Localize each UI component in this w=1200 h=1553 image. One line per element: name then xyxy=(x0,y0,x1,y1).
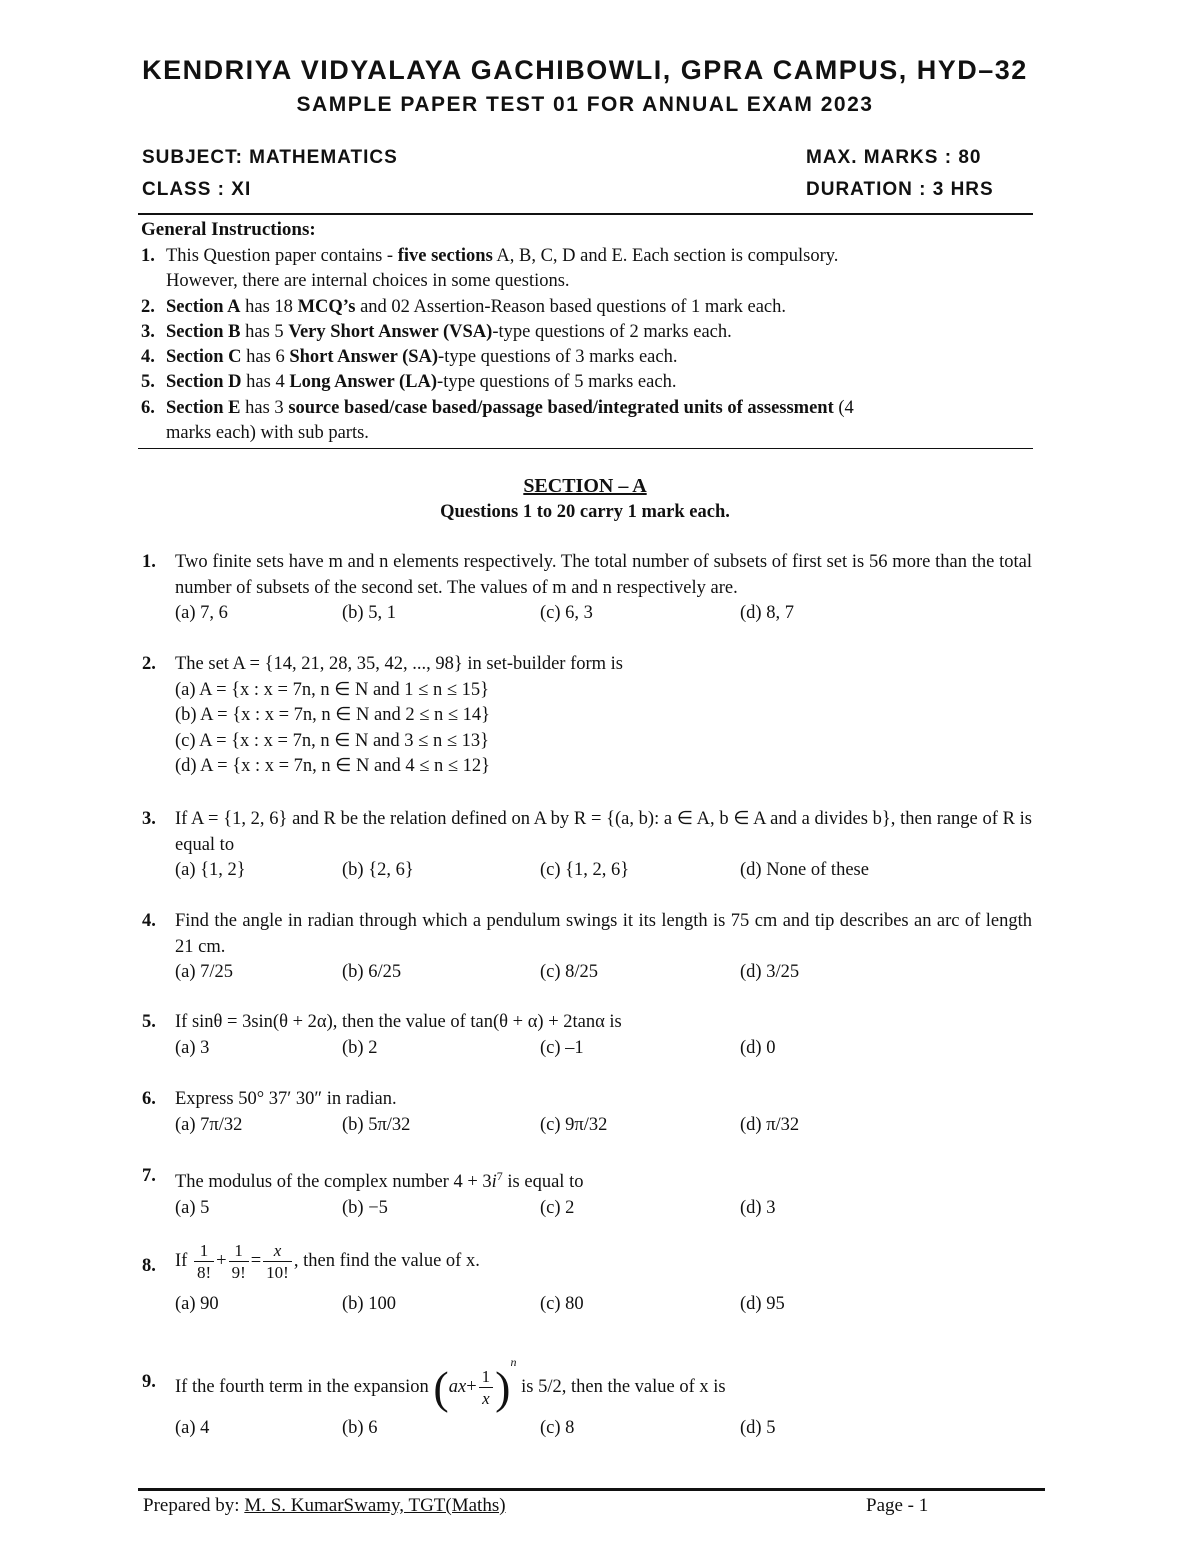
fraction xyxy=(229,1240,249,1283)
instruction-text: -type questions of 3 marks each. xyxy=(438,347,678,367)
plus-sign: + xyxy=(216,1250,227,1271)
options-row xyxy=(175,858,1032,884)
instruction-bold: Section D xyxy=(166,372,242,392)
question-text: Express 50° 37′ 30″ in radian. xyxy=(175,1089,397,1109)
options-row xyxy=(175,960,1032,986)
question-number: 4. xyxy=(142,911,156,931)
question-text xyxy=(175,1350,1032,1416)
question xyxy=(142,1087,1032,1138)
duration-label: DURATION : 3 HRS xyxy=(806,179,994,200)
imaginary-unit: i xyxy=(491,1172,497,1193)
option: (c) 8 xyxy=(540,1418,575,1438)
expression-term: ax xyxy=(448,1377,467,1397)
option: (b) 6/25 xyxy=(342,962,402,982)
option: (b) {2, 6} xyxy=(342,860,414,880)
instruction-continuation: marks each) with sub parts. xyxy=(166,423,369,444)
instruction-number: 2. xyxy=(141,297,155,317)
question xyxy=(142,807,1032,884)
question xyxy=(142,652,1032,780)
option: (b) A = {x : x = 7n, n ∈ N and 2 ≤ n ≤ 14} xyxy=(175,705,491,725)
option: (b) 5π/32 xyxy=(342,1114,411,1135)
school-title: KENDRIYA VIDYALAYA GACHIBOWLI, GPRA CAMPUS, HYD–32 xyxy=(142,55,1028,85)
denominator: x xyxy=(482,1389,490,1409)
left-paren: ( xyxy=(433,1361,449,1413)
question-text: If A = {1, 2, 6} and R be the relation defined on A by R = {(a, b): a ∈ A, b ∈ A and a divides b}, then range of R is equal to xyxy=(175,809,1032,855)
question xyxy=(142,1164,1032,1221)
instruction-item xyxy=(141,396,1031,447)
question-text-part: is equal to xyxy=(502,1172,584,1193)
options-row xyxy=(175,601,1032,627)
instruction-bold: Very Short Answer (VSA) xyxy=(288,322,493,342)
option: (c) {1, 2, 6} xyxy=(540,860,630,880)
instruction-number: 3. xyxy=(141,322,155,342)
option: (a) 7π/32 xyxy=(175,1114,243,1135)
instruction-text: has 18 xyxy=(240,297,298,317)
question-text-part: The modulus of the complex number 4 + 3 xyxy=(175,1172,492,1193)
test-title: SAMPLE PAPER TEST 01 FOR ANNUAL EXAM 2023 xyxy=(296,93,874,116)
option: (d) 3 xyxy=(740,1197,776,1218)
option: (c) 2 xyxy=(540,1197,575,1218)
option: (d) 95 xyxy=(740,1294,785,1314)
numerator: 1 xyxy=(194,1240,214,1262)
option: (c) 6, 3 xyxy=(540,603,593,623)
option: (b) 5, 1 xyxy=(342,603,396,623)
question xyxy=(142,1010,1032,1061)
footer-divider xyxy=(138,1488,1045,1491)
footer-author: M. S. KumarSwamy, TGT(Maths) xyxy=(244,1495,506,1516)
question-number: 2. xyxy=(142,654,156,674)
instruction-text: has 3 xyxy=(240,398,289,418)
option: (d) 5 xyxy=(740,1418,776,1438)
option: (c) A = {x : x = 7n, n ∈ N and 3 ≤ n ≤ 13} xyxy=(175,730,489,751)
question-text: Two finite sets have m and n elements respectively. The total number of subsets of first set is 56 more than the total number of subsets of the second set. The values of m and n respectively are. xyxy=(175,552,1032,598)
question-number: 1. xyxy=(142,552,156,572)
option: (a) 5 xyxy=(175,1197,210,1218)
option: (a) A = {x : x = 7n, n ∈ N and 1 ≤ n ≤ 15} xyxy=(175,679,489,700)
instruction-item xyxy=(141,345,1031,370)
question xyxy=(142,1240,1032,1318)
option: (a) 7/25 xyxy=(175,962,234,982)
numerator: x xyxy=(263,1240,292,1262)
question-text: The set A = {14, 21, 28, 35, 42, ..., 98} in set-builder form is xyxy=(175,654,624,674)
option: (a) 4 xyxy=(175,1418,210,1438)
instruction-item xyxy=(141,244,1031,295)
option: (d) 8, 7 xyxy=(740,603,794,623)
question-text-part: If the fourth term in the expansion xyxy=(175,1377,429,1397)
class-label: CLASS : XI xyxy=(142,179,252,200)
section-title: SECTION – A xyxy=(523,475,647,497)
options-row xyxy=(175,1036,1032,1062)
header-divider xyxy=(138,213,1033,215)
footer-prefix: Prepared by: xyxy=(143,1495,245,1516)
question-number: 8. xyxy=(142,1256,156,1276)
option: (b) 100 xyxy=(342,1294,396,1314)
instruction-text: A, B, C, D and E. Each section is compulsory. xyxy=(492,246,839,266)
instruction-bold: Section A xyxy=(166,297,241,317)
question-number: 7. xyxy=(142,1166,156,1186)
subject-label: SUBJECT: MATHEMATICS xyxy=(142,147,398,168)
options-row xyxy=(175,1416,1032,1442)
options-row xyxy=(175,1113,1032,1139)
instruction-bold: MCQ’s xyxy=(297,297,356,317)
instruction-bold: Section C xyxy=(166,347,242,367)
instruction-text: and 02 Assertion-Reason based questions of 1 mark each. xyxy=(355,297,786,317)
option: (c) 80 xyxy=(540,1294,584,1314)
option: (d) 3/25 xyxy=(740,962,800,982)
question-number: 3. xyxy=(142,809,156,829)
question-text: If sinθ = 3sin(θ + 2α), then the value of tan(θ + α) + 2tanα is xyxy=(175,1012,622,1032)
option: (c) 8/25 xyxy=(540,962,599,982)
option: (a) 3 xyxy=(175,1037,210,1058)
denominator: 9! xyxy=(231,1263,246,1282)
question-text-part: is 5/2, then the value of x is xyxy=(521,1377,726,1397)
option: (a) {1, 2} xyxy=(175,860,246,880)
question xyxy=(142,909,1032,986)
instruction-number: 4. xyxy=(141,347,155,367)
numerator: 1 xyxy=(479,1366,494,1388)
question-text xyxy=(175,1240,1032,1292)
option: (d) None of these xyxy=(740,860,869,880)
fraction xyxy=(479,1366,494,1409)
instruction-text: -type questions of 5 marks each. xyxy=(437,372,677,392)
option: (d) 0 xyxy=(740,1037,776,1058)
max-marks-label: MAX. MARKS : 80 xyxy=(806,147,982,168)
question xyxy=(142,1350,1032,1442)
question-text: Find the angle in radian through which a pendulum swings it its length is 75 cm and tip describes an arc of length 21 cm. xyxy=(175,911,1032,957)
instruction-continuation: However, there are internal choices in some questions. xyxy=(166,271,570,292)
denominator: 10! xyxy=(266,1263,289,1282)
plus-sign: + xyxy=(466,1377,477,1397)
option: (c) –1 xyxy=(540,1037,584,1058)
instructions-title: General Instructions: xyxy=(141,219,316,240)
instruction-item xyxy=(141,320,1031,345)
option: (b) −5 xyxy=(342,1197,388,1218)
instruction-text: -type questions of 2 marks each. xyxy=(492,322,732,342)
question-text-part: If xyxy=(175,1250,188,1271)
instruction-bold: source based/case based/passage based/integrated units of assessment xyxy=(288,398,834,418)
instruction-item xyxy=(141,370,1031,395)
equals-sign: = xyxy=(250,1250,262,1271)
options-row xyxy=(175,1196,1032,1222)
question-text xyxy=(175,1164,1032,1196)
denominator: 8! xyxy=(196,1263,212,1282)
option: (b) 2 xyxy=(342,1037,378,1058)
fraction xyxy=(194,1240,214,1283)
instruction-number: 5. xyxy=(141,372,155,392)
section-subtitle: Questions 1 to 20 carry 1 mark each. xyxy=(440,502,730,522)
question-number: 9. xyxy=(142,1372,156,1392)
options-row xyxy=(175,1292,1032,1318)
footer-credit xyxy=(143,1495,506,1517)
option: (a) 7, 6 xyxy=(175,603,228,623)
question xyxy=(142,550,1032,627)
instruction-item xyxy=(141,295,1031,320)
instruction-text: has 6 xyxy=(241,347,290,367)
instruction-bold: Section E xyxy=(166,398,241,418)
instruction-number: 1. xyxy=(141,246,155,266)
option: (d) A = {x : x = 7n, n ∈ N and 4 ≤ n ≤ 12} xyxy=(175,756,491,776)
instruction-text: has 4 xyxy=(241,372,290,392)
instructions-divider xyxy=(138,448,1033,449)
instruction-bold: Short Answer (SA) xyxy=(289,347,439,367)
instruction-number: 6. xyxy=(141,398,155,418)
numerator: 1 xyxy=(229,1240,249,1262)
question-number: 5. xyxy=(142,1012,156,1032)
instruction-text: has 5 xyxy=(240,322,289,342)
instruction-bold: Long Answer (LA) xyxy=(289,372,438,392)
instruction-bold: five sections xyxy=(397,246,493,266)
option: (d) π/32 xyxy=(740,1114,800,1135)
page-number: Page - 1 xyxy=(866,1495,929,1516)
instruction-bold: Section B xyxy=(166,322,241,342)
question-number: 6. xyxy=(142,1089,156,1109)
fraction xyxy=(263,1240,292,1283)
option: (a) 90 xyxy=(175,1294,219,1314)
instruction-text: (4 xyxy=(833,398,854,418)
exponent: n xyxy=(510,1355,517,1369)
right-paren: ) xyxy=(495,1361,511,1413)
exponent: 7 xyxy=(496,1169,503,1183)
option: (c) 9π/32 xyxy=(540,1114,608,1135)
question-text-part: , then find the value of x. xyxy=(293,1250,480,1271)
instruction-text: This Question paper contains - xyxy=(166,246,398,266)
option: (b) 6 xyxy=(342,1418,378,1438)
